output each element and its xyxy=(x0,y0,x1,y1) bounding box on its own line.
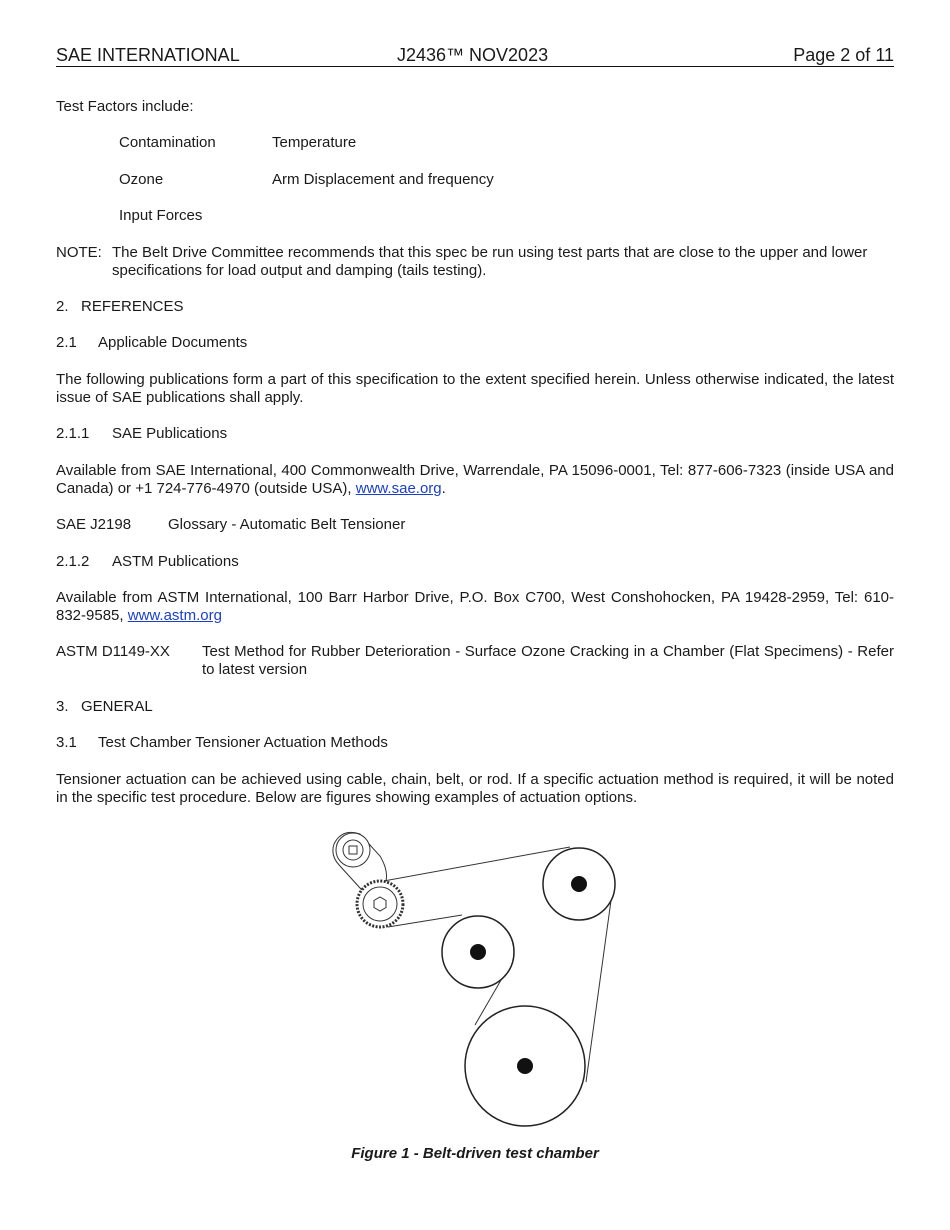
astm-availability-text: Available from ASTM International, 100 Barr Harbor Drive, P.O. Box C700, West Conshohocken, PA 19428-2959, Tel: 610-832-9585, xyxy=(56,589,894,624)
section-number: 2.1 xyxy=(56,334,77,351)
section-number: 2.1.1 xyxy=(56,425,90,442)
sae-availability-paragraph xyxy=(56,462,894,498)
test-factor-item: Arm Displacement and frequency xyxy=(272,171,494,188)
test-factor-item: Temperature xyxy=(272,134,357,151)
reference-doc-code: SAE J2198 xyxy=(56,516,132,533)
tensioner-hex-bolt xyxy=(374,897,386,911)
belt-segment-top xyxy=(378,847,570,882)
page-header xyxy=(56,44,894,67)
reference-doc-title: Test Method for Rubber Deterioration - Surface Ozone Cracking in a Chamber (Flat Specimens) - Refer to latest version xyxy=(202,643,894,678)
pulley-hub xyxy=(517,1058,533,1074)
pulley-hub xyxy=(571,876,587,892)
test-factor-item: Contamination xyxy=(119,134,216,151)
section-title: Test Chamber Tensioner Actuation Methods xyxy=(98,734,388,751)
sae-website-link[interactable]: www.sae.org xyxy=(355,480,442,497)
applicable-documents-paragraph: The following publications form a part of this specification to the extent specified herein. Unless otherwise indicated, the latest issue of SAE publications shall apply. xyxy=(56,371,894,406)
sae-availability-text: Available from SAE International, 400 Commonwealth Drive, Warrendale, PA 15096-0001, Tel: 877-606-7323 (inside USA and Canada) or +1 724-776-4970 (outside USA), xyxy=(56,462,894,497)
sae-availability-trail: . xyxy=(441,480,446,497)
astm-availability-paragraph xyxy=(56,589,894,625)
section-heading-references: 2. REFERENCES xyxy=(56,298,184,315)
section-number: 2.1.2 xyxy=(56,553,90,570)
actuation-paragraph: Tensioner actuation can be achieved using cable, chain, belt, or rod. If a specific actuation method is required, it will be noted in the specific test procedure. Below are figures showing examples of actuation options. xyxy=(56,771,894,806)
section-title: ASTM Publications xyxy=(112,553,239,570)
section-title: Applicable Documents xyxy=(98,334,248,351)
header-org: SAE INTERNATIONAL xyxy=(56,45,240,65)
test-factors-intro: Test Factors include: xyxy=(56,98,194,115)
reference-doc-title: Glossary - Automatic Belt Tensioner xyxy=(168,516,406,533)
test-factor-item: Ozone xyxy=(119,171,164,188)
reference-doc-code: ASTM D1149-XX xyxy=(56,643,170,660)
pulley-hub xyxy=(470,944,486,960)
header-doc-id: J2436™ NOV2023 xyxy=(397,45,549,65)
figure-caption: Figure 1 - Belt-driven test chamber xyxy=(351,1145,599,1162)
note-text-line-2: specifications for load output and damping (tails testing). xyxy=(112,262,487,279)
section-number: 3.1 xyxy=(56,734,77,751)
note-label: NOTE: xyxy=(56,244,102,261)
test-factor-item: Input Forces xyxy=(119,207,203,224)
section-heading-general: 3. GENERAL xyxy=(56,698,153,715)
astm-website-link[interactable]: www.astm.org xyxy=(127,607,222,624)
tensioner-pivot-bolt xyxy=(349,846,357,854)
belt-drive-figure xyxy=(320,820,630,1130)
header-page-number: Page 2 of 11 xyxy=(793,45,894,65)
section-title: SAE Publications xyxy=(112,425,228,442)
note-text-line-1: The Belt Drive Committee recommends that this spec be run using test parts that are close to the upper and lower xyxy=(112,244,868,261)
